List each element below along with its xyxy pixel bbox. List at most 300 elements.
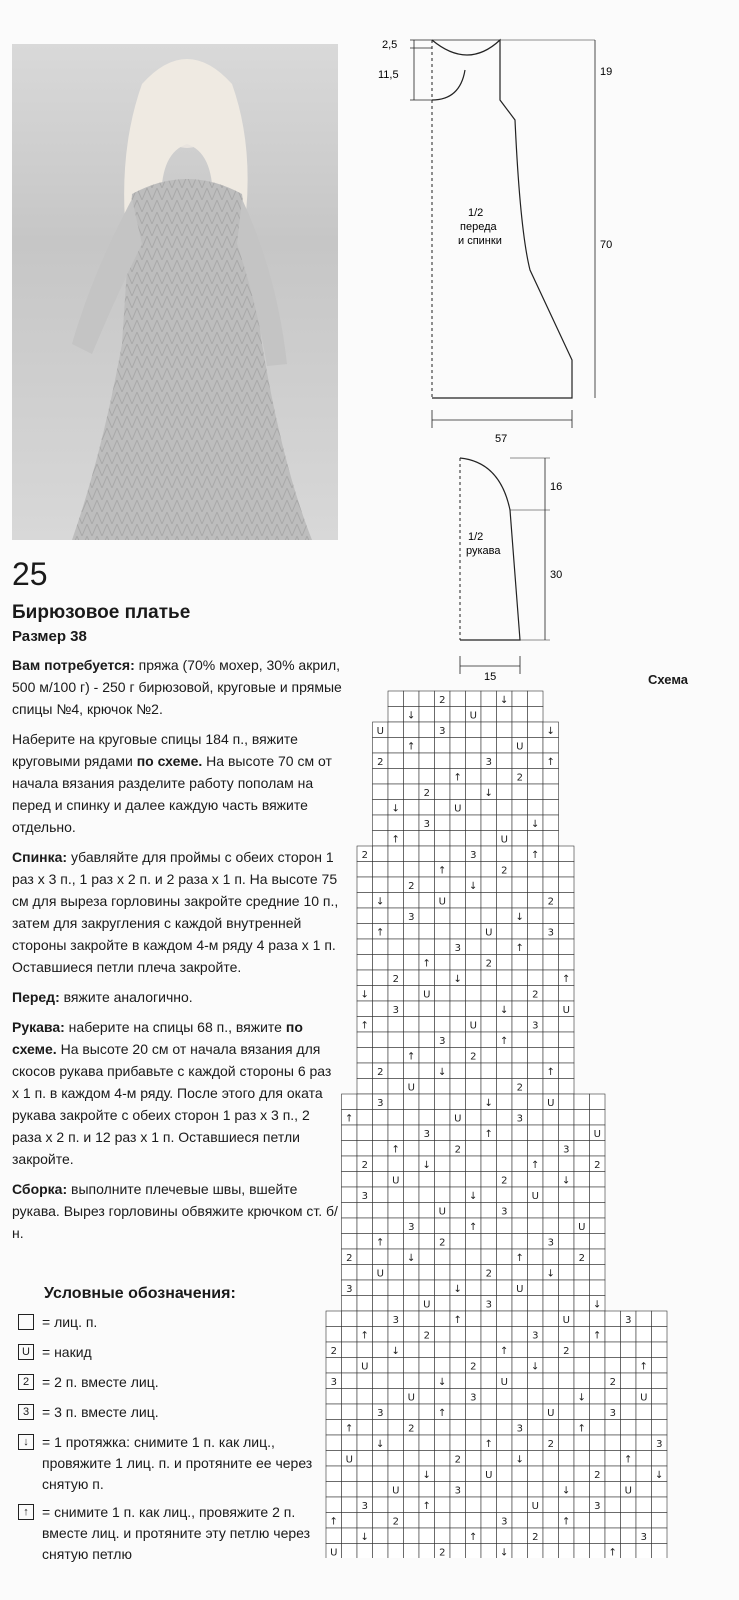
- chart-symbol: 2: [392, 974, 399, 985]
- chart-cell: [636, 1373, 652, 1389]
- chart-symbol: 3: [532, 1330, 539, 1342]
- chart-cell: [512, 1094, 528, 1110]
- chart-symbol: U: [376, 1268, 384, 1280]
- legend-title: Условные обозначения:: [44, 1285, 236, 1302]
- chart-cell: [435, 753, 451, 769]
- chart-cell: [435, 831, 451, 847]
- chart-cell: [450, 908, 466, 924]
- chart-symbol: U: [407, 1392, 415, 1404]
- piece-label: рукава: [466, 545, 501, 557]
- chart-cell: [528, 1032, 544, 1048]
- chart-cell: [559, 1280, 575, 1296]
- chart-symbol: 3: [454, 943, 461, 954]
- chart-cell: [435, 815, 451, 831]
- chart-symbol: 2: [547, 1439, 554, 1450]
- chart-cell: [357, 1451, 373, 1467]
- chart-cell: [512, 1358, 528, 1374]
- chart-cell: [559, 1203, 575, 1219]
- chart-cell: [574, 1265, 590, 1281]
- chart-cell: [559, 1218, 575, 1234]
- chart-cell: [543, 815, 559, 831]
- chart-cell: [481, 1172, 497, 1188]
- chart-cell: [590, 1513, 606, 1529]
- chart-symbol: 3: [625, 1315, 632, 1326]
- assembly-paragraph: [12, 1178, 342, 1244]
- chart-cell: [574, 1342, 590, 1358]
- chart-cell: [543, 1156, 559, 1172]
- chart-cell: [512, 1528, 528, 1544]
- chart-cell: [357, 1110, 373, 1126]
- chart-cell: [636, 1513, 652, 1529]
- chart-cell: [435, 1482, 451, 1498]
- chart-cell: [543, 1389, 559, 1405]
- chart-cell: [497, 1156, 513, 1172]
- chart-cell: [481, 1156, 497, 1172]
- chart-cell: [373, 815, 389, 831]
- chart-cell: [497, 1094, 513, 1110]
- chart-cell: [435, 1327, 451, 1343]
- chart-cell: [404, 769, 420, 785]
- chart-symbol: ↑: [577, 1423, 586, 1435]
- chart-symbol: ↑: [531, 850, 540, 861]
- piece-label: и спинки: [458, 235, 502, 247]
- chart-cell: [543, 908, 559, 924]
- chart-cell: [512, 1203, 528, 1219]
- chart-symbol: U: [454, 1113, 462, 1125]
- chart-cell: [559, 1528, 575, 1544]
- chart-cell: [497, 939, 513, 955]
- chart-cell: [388, 1017, 404, 1033]
- chart-cell: [450, 1032, 466, 1048]
- chart-cell: [373, 1079, 389, 1095]
- legend-item-text: = накид: [42, 1344, 92, 1360]
- chart-cell: [543, 784, 559, 800]
- chart-cell: [574, 1373, 590, 1389]
- chart-cell: [404, 1311, 420, 1327]
- chart-cell: [404, 1528, 420, 1544]
- chart-cell: [481, 831, 497, 847]
- chart-cell: [652, 1342, 668, 1358]
- chart-cell: [450, 1544, 466, 1559]
- chart-cell: [357, 1404, 373, 1420]
- chart-cell: [357, 1001, 373, 1017]
- chart-cell: [559, 1017, 575, 1033]
- chart-symbol: U: [485, 1470, 493, 1481]
- front-paragraph: [12, 986, 342, 1008]
- chart-cell: [373, 1203, 389, 1219]
- chart-cell: [357, 1435, 373, 1451]
- chart-symbol: ↓: [376, 896, 385, 908]
- chart-symbol: 3: [454, 1485, 461, 1497]
- intro-bold: по схеме.: [136, 753, 203, 769]
- chart-symbol: U: [438, 896, 446, 908]
- chart-cell: [543, 1466, 559, 1482]
- chart-cell: [373, 1451, 389, 1467]
- chart-cell: [450, 707, 466, 723]
- chart-cell: [481, 908, 497, 924]
- chart-cell: [512, 784, 528, 800]
- chart-cell: [466, 1156, 482, 1172]
- assembly-text: выполните плечевые швы, вшейте рукава. Вырез горловины обвяжите крючком ст. б/н.: [12, 1181, 338, 1241]
- chart-cell: [481, 1110, 497, 1126]
- chart-cell: [481, 1063, 497, 1079]
- chart-cell: [497, 970, 513, 986]
- chart-cell: [574, 1203, 590, 1219]
- chart-cell: [419, 1218, 435, 1234]
- chart-symbol: ↑: [624, 1454, 633, 1466]
- chart-symbol: 2: [439, 695, 446, 706]
- chart-cell: [559, 955, 575, 971]
- chart-cell: [419, 1389, 435, 1405]
- chart-cell: [636, 1311, 652, 1327]
- chart-cell: [652, 1373, 668, 1389]
- chart-cell: [326, 1389, 342, 1405]
- chart-cell: [543, 1342, 559, 1358]
- chart-cell: [435, 738, 451, 754]
- chart-cell: [450, 862, 466, 878]
- chart-cell: [528, 1373, 544, 1389]
- chart-symbol: ↓: [422, 1160, 431, 1171]
- chart-cell: [512, 1048, 528, 1064]
- chart-cell: [419, 1017, 435, 1033]
- chart-cell: [543, 877, 559, 893]
- chart-symbol: 2: [377, 757, 384, 768]
- chart-cell: [373, 1048, 389, 1064]
- chart-cell: [388, 1265, 404, 1281]
- chart-cell: [512, 1544, 528, 1559]
- chart-cell: [419, 877, 435, 893]
- chart-symbol: ↓: [546, 726, 555, 737]
- chart-cell: [357, 970, 373, 986]
- chart-cell: [373, 1389, 389, 1405]
- chart-cell: [466, 1110, 482, 1126]
- chart-symbol: 2: [594, 1160, 601, 1171]
- chart-cell: [481, 970, 497, 986]
- chart-symbol: U: [640, 1392, 648, 1404]
- chart-cell: [357, 955, 373, 971]
- chart-cell: [481, 1001, 497, 1017]
- chart-cell: [481, 1482, 497, 1498]
- chart-symbol: 2: [594, 1470, 601, 1481]
- chart-symbol: 3: [547, 927, 554, 939]
- chart-cell: [466, 1125, 482, 1141]
- chart-symbol: ↑: [515, 943, 524, 954]
- chart-cell: [373, 846, 389, 862]
- chart-cell: [512, 1389, 528, 1405]
- chart-symbol: 3: [408, 912, 415, 923]
- chart-cell: [574, 1311, 590, 1327]
- chart-cell: [543, 1001, 559, 1017]
- chart-cell: [466, 1497, 482, 1513]
- chart-symbol: 2: [423, 1330, 430, 1342]
- chart-cell: [466, 784, 482, 800]
- chart-cell: [497, 1280, 513, 1296]
- chart-symbol: 2: [377, 1067, 384, 1078]
- chart-cell: [497, 1187, 513, 1203]
- chart-symbol: ↑: [360, 1020, 369, 1032]
- chart-cell: [497, 1218, 513, 1234]
- chart-cell: [481, 893, 497, 909]
- chart-cell: [512, 1001, 528, 1017]
- chart-symbol: U: [376, 726, 384, 737]
- chart-cell: [342, 1203, 358, 1219]
- chart-symbol: ↑: [562, 974, 571, 985]
- chart-cell: [590, 1172, 606, 1188]
- yarn-over-icon: U: [18, 1344, 34, 1360]
- chart-symbol: 2: [578, 1253, 585, 1264]
- chart-cell: [481, 1079, 497, 1095]
- chart-cell: [342, 1094, 358, 1110]
- chart-cell: [404, 1094, 420, 1110]
- chart-cell: [543, 769, 559, 785]
- chart-cell: [512, 753, 528, 769]
- chart-cell: [435, 970, 451, 986]
- chart-cell: [326, 1404, 342, 1420]
- chart-cell: [466, 1203, 482, 1219]
- chart-symbol: ↑: [453, 772, 462, 784]
- chart-symbol: ↑: [500, 1346, 509, 1357]
- chart-cell: [497, 1265, 513, 1281]
- chart-cell: [543, 1017, 559, 1033]
- sleeves-bold: по схеме.: [12, 1019, 303, 1057]
- chart-cell: [450, 1342, 466, 1358]
- chart-cell: [543, 1203, 559, 1219]
- chart-cell: [404, 800, 420, 816]
- chart-cell: [528, 707, 544, 723]
- chart-cell: [590, 1451, 606, 1467]
- chart-cell: [404, 1234, 420, 1250]
- chart-cell: [450, 1327, 466, 1343]
- chart-cell: [450, 722, 466, 738]
- chart-symbol: 3: [377, 1408, 384, 1419]
- chart-cell: [605, 1528, 621, 1544]
- chart-cell: [404, 1032, 420, 1048]
- chart-symbol: ↓: [453, 1284, 462, 1295]
- chart-cell: [481, 986, 497, 1002]
- chart-cell: [466, 800, 482, 816]
- chart-cell: [357, 1296, 373, 1312]
- chart-cell: [435, 1048, 451, 1064]
- chart-cell: [373, 1420, 389, 1436]
- chart-cell: [419, 908, 435, 924]
- chart-cell: [528, 784, 544, 800]
- chart-cell: [636, 1342, 652, 1358]
- chart-cell: [481, 1141, 497, 1157]
- chart-cell: [543, 1079, 559, 1095]
- chart-cell: [497, 1389, 513, 1405]
- chart-cell: [404, 846, 420, 862]
- chart-cell: [435, 1094, 451, 1110]
- chart-cell: [373, 1125, 389, 1141]
- chart-cell: [636, 1451, 652, 1467]
- chart-symbol: ↓: [360, 989, 369, 1001]
- chart-cell: [357, 1342, 373, 1358]
- chart-cell: [435, 707, 451, 723]
- chart-cell: [543, 1249, 559, 1265]
- chart-cell: [528, 1234, 544, 1250]
- k3tog-icon: 3: [18, 1404, 34, 1420]
- chart-cell: [404, 924, 420, 940]
- chart-cell: [652, 1358, 668, 1374]
- pattern-size: Размер 38: [12, 628, 87, 645]
- chart-cell: [481, 877, 497, 893]
- chart-cell: [621, 1420, 637, 1436]
- chart-cell: [559, 908, 575, 924]
- chart-cell: [497, 1528, 513, 1544]
- chart-symbol: 2: [439, 1237, 446, 1249]
- chart-cell: [559, 1125, 575, 1141]
- chart-cell: [652, 1513, 668, 1529]
- chart-symbol: ↑: [593, 1330, 602, 1342]
- chart-cell: [466, 753, 482, 769]
- chart-cell: [652, 1528, 668, 1544]
- chart-symbol: 3: [392, 1005, 399, 1016]
- chart-cell: [373, 1141, 389, 1157]
- chart-cell: [388, 707, 404, 723]
- chart-symbol: 3: [361, 1191, 368, 1202]
- chart-cell: [512, 1435, 528, 1451]
- chart-cell: [342, 1311, 358, 1327]
- chart-cell: [466, 1001, 482, 1017]
- chart-cell: [435, 1420, 451, 1436]
- materials-paragraph: [12, 654, 342, 720]
- chart-cell: [342, 1497, 358, 1513]
- chart-cell: [543, 1451, 559, 1467]
- chart-cell: [605, 1451, 621, 1467]
- chart-cell: [466, 1311, 482, 1327]
- chart-cell: [373, 1482, 389, 1498]
- chart-symbol: ↑: [422, 958, 431, 970]
- chart-symbol: U: [516, 1284, 524, 1295]
- chart-cell: [497, 877, 513, 893]
- chart-cell: [342, 1218, 358, 1234]
- chart-cell: [388, 1466, 404, 1482]
- chart-cell: [466, 1466, 482, 1482]
- chart-cell: [466, 1094, 482, 1110]
- chart-cell: [559, 1032, 575, 1048]
- chart-cell: [388, 986, 404, 1002]
- chart-cell: [373, 1017, 389, 1033]
- chart-symbol: 2: [408, 881, 415, 892]
- chart-cell: [435, 1389, 451, 1405]
- chart-cell: [528, 908, 544, 924]
- chart-symbol: 2: [501, 1175, 508, 1187]
- chart-cell: [497, 1482, 513, 1498]
- chart-cell: [357, 939, 373, 955]
- chart-symbol: ↓: [469, 881, 478, 892]
- chart-cell: [404, 1513, 420, 1529]
- chart-cell: [590, 1311, 606, 1327]
- chart-cell: [559, 1466, 575, 1482]
- chart-cell: [373, 1513, 389, 1529]
- chart-cell: [543, 970, 559, 986]
- chart-cell: [512, 893, 528, 909]
- chart-cell: [605, 1342, 621, 1358]
- chart-cell: [419, 1110, 435, 1126]
- chart-cell: [497, 722, 513, 738]
- chart-cell: [450, 1156, 466, 1172]
- chart-cell: [636, 1404, 652, 1420]
- chart-symbol: U: [624, 1485, 632, 1497]
- chart-cell: [419, 1311, 435, 1327]
- chart-cell: [388, 1528, 404, 1544]
- chart-cell: [621, 1342, 637, 1358]
- chart-cell: [435, 1435, 451, 1451]
- chart-cell: [512, 1141, 528, 1157]
- chart-cell: [590, 1482, 606, 1498]
- chart-cell: [590, 1110, 606, 1126]
- chart-symbol: 3: [470, 1392, 477, 1404]
- chart-cell: [621, 1358, 637, 1374]
- chart-cell: [528, 1203, 544, 1219]
- chart-symbol: U: [361, 1361, 369, 1373]
- chart-cell: [404, 753, 420, 769]
- chart-cell: [419, 1265, 435, 1281]
- chart-cell: [528, 1249, 544, 1265]
- chart-cell: [326, 1451, 342, 1467]
- chart-cell: [357, 1249, 373, 1265]
- chart-cell: [590, 1249, 606, 1265]
- chart-cell: [481, 1048, 497, 1064]
- chart-cell: [388, 1218, 404, 1234]
- chart-cell: [543, 1497, 559, 1513]
- chart-cell: [528, 800, 544, 816]
- chart-symbol: U: [330, 1547, 338, 1558]
- chart-symbol: U: [423, 1299, 431, 1311]
- chart-cell: [419, 1544, 435, 1559]
- chart-cell: [450, 1017, 466, 1033]
- chart-cell: [419, 691, 435, 707]
- chart-cell: [435, 1451, 451, 1467]
- chart-symbol: 2: [501, 865, 508, 877]
- chart-cell: [466, 908, 482, 924]
- chart-symbol: ↑: [484, 1129, 493, 1140]
- chart-cell: [481, 1513, 497, 1529]
- chart-cell: [435, 1497, 451, 1513]
- chart-cell: [419, 939, 435, 955]
- chart-symbol: ↓: [376, 1439, 385, 1450]
- chart-cell: [559, 1079, 575, 1095]
- chart-cell: [419, 738, 435, 754]
- chart-cell: [357, 1544, 373, 1559]
- chart-cell: [435, 955, 451, 971]
- chart-cell: [528, 1063, 544, 1079]
- chart-symbol: 3: [532, 1020, 539, 1032]
- chart-cell: [342, 1358, 358, 1374]
- chart-symbol: ↑: [391, 834, 400, 846]
- chart-cell: [652, 1544, 668, 1559]
- chart-cell: [419, 846, 435, 862]
- chart-cell: [466, 1420, 482, 1436]
- chart-cell: [543, 1327, 559, 1343]
- chart-cell: [404, 1156, 420, 1172]
- chart-cell: [574, 1141, 590, 1157]
- chart-cell: [450, 1094, 466, 1110]
- chart-symbol: 3: [656, 1439, 663, 1450]
- chart-cell: [357, 893, 373, 909]
- chart-cell: [605, 1311, 621, 1327]
- chart-cell: [621, 1389, 637, 1405]
- chart-symbol: 2: [454, 1144, 461, 1156]
- chart-cell: [373, 1218, 389, 1234]
- chart-cell: [528, 753, 544, 769]
- chart-cell: [466, 1234, 482, 1250]
- chart-cell: [574, 1172, 590, 1188]
- chart-cell: [388, 1451, 404, 1467]
- chart-cell: [450, 784, 466, 800]
- chart-cell: [481, 1203, 497, 1219]
- chart-cell: [373, 800, 389, 816]
